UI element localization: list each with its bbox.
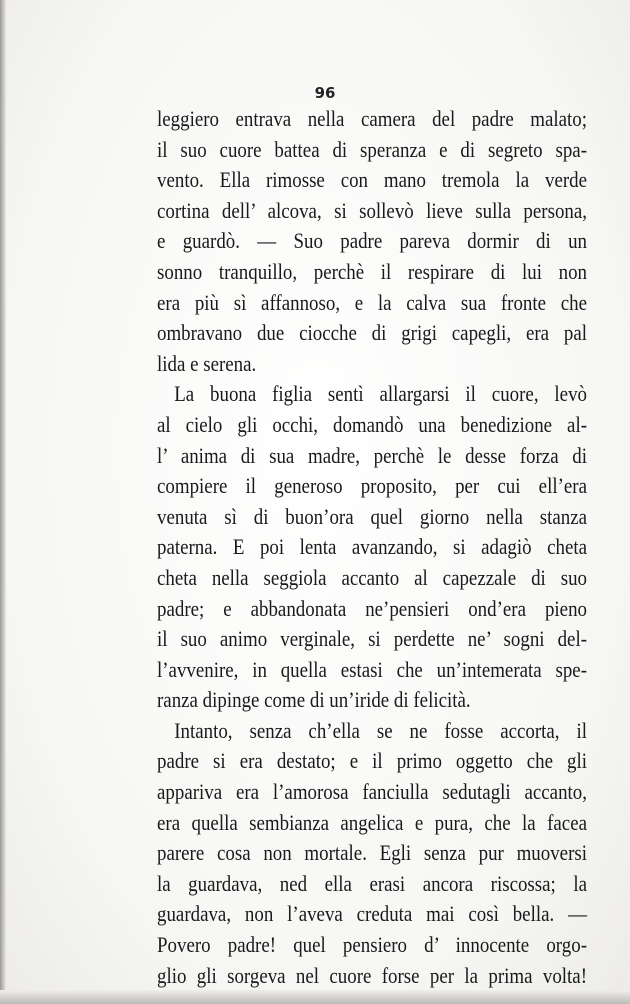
body-text <box>157 104 587 991</box>
text-line: paterna. E poi lenta avanzando, si adagiò cheta <box>157 534 587 560</box>
text-line: padre; e abbandonata ne’pensieri ond’era pieno <box>157 595 587 621</box>
page-bottom-edge <box>0 990 630 1004</box>
text-line: Intanto, senza ch’ella se ne fosse accorta, il <box>174 717 587 743</box>
text-line: La buona figlia sentì allargarsi il cuore, levò <box>174 381 587 407</box>
text-line: era più sì affannoso, e la calva sua fronte che <box>157 289 587 315</box>
text-line: guardava, non l’aveva creduta mai così bella. — <box>157 901 587 927</box>
text-line: lida e serena. <box>157 350 257 376</box>
text-line: il suo cuore battea di speranza e di segreto spa- <box>157 136 587 162</box>
text-line: l’ anima di sua madre, perchè le desse forza di <box>157 442 587 468</box>
page-number: 96 <box>314 84 336 102</box>
text-line: il suo animo verginale, si perdette ne’ sogni del- <box>157 626 587 652</box>
text-line: al cielo gli occhi, domandò una benedizione al- <box>157 411 587 437</box>
text-line: appariva era l’amorosa fanciulla sedutagli accanto, <box>157 779 587 805</box>
text-line: era quella sembianza angelica e pura, che la facea <box>157 809 587 835</box>
text-line: compiere il generoso proposito, per cui ell’era <box>157 473 587 499</box>
text-line: sonno tranquillo, perchè il respirare di lui non <box>157 258 587 284</box>
text-line: e guardò. — Suo padre pareva dormir di un <box>157 228 587 254</box>
text-line: vento. Ella rimosse con mano tremola la verde <box>157 167 587 193</box>
text-line: Povero padre! quel pensiero d’ innocente orgo- <box>157 932 587 958</box>
text-line: glio gli sorgeva nel cuore forse per la prima volta! <box>157 962 587 988</box>
text-line: ranza dipinge come di un’iride di felicità. <box>157 687 471 713</box>
page-left-edge <box>0 0 6 1004</box>
text-line: leggiero entrava nella camera del padre malato; <box>157 106 587 131</box>
text-line: venuta sì di buon’ora quel giorno nella stanza <box>157 503 587 529</box>
text-line: cheta nella seggiola accanto al capezzale di suo <box>157 564 587 590</box>
text-line: parere cosa non mortale. Egli senza pur muoversi <box>157 840 587 866</box>
text-line: l’avvenire, in quella estasi che un’intemerata spe- <box>157 656 587 682</box>
text-line: cortina dell’ alcova, si sollevò lieve sulla persona, <box>157 197 587 223</box>
text-line: ombravano due ciocche di grigi capegli, era pal <box>157 320 587 346</box>
text-line: padre si era destato; e il primo oggetto che gli <box>157 748 587 774</box>
text-line: la guardava, ned ella erasi ancora riscossa; la <box>157 870 587 896</box>
